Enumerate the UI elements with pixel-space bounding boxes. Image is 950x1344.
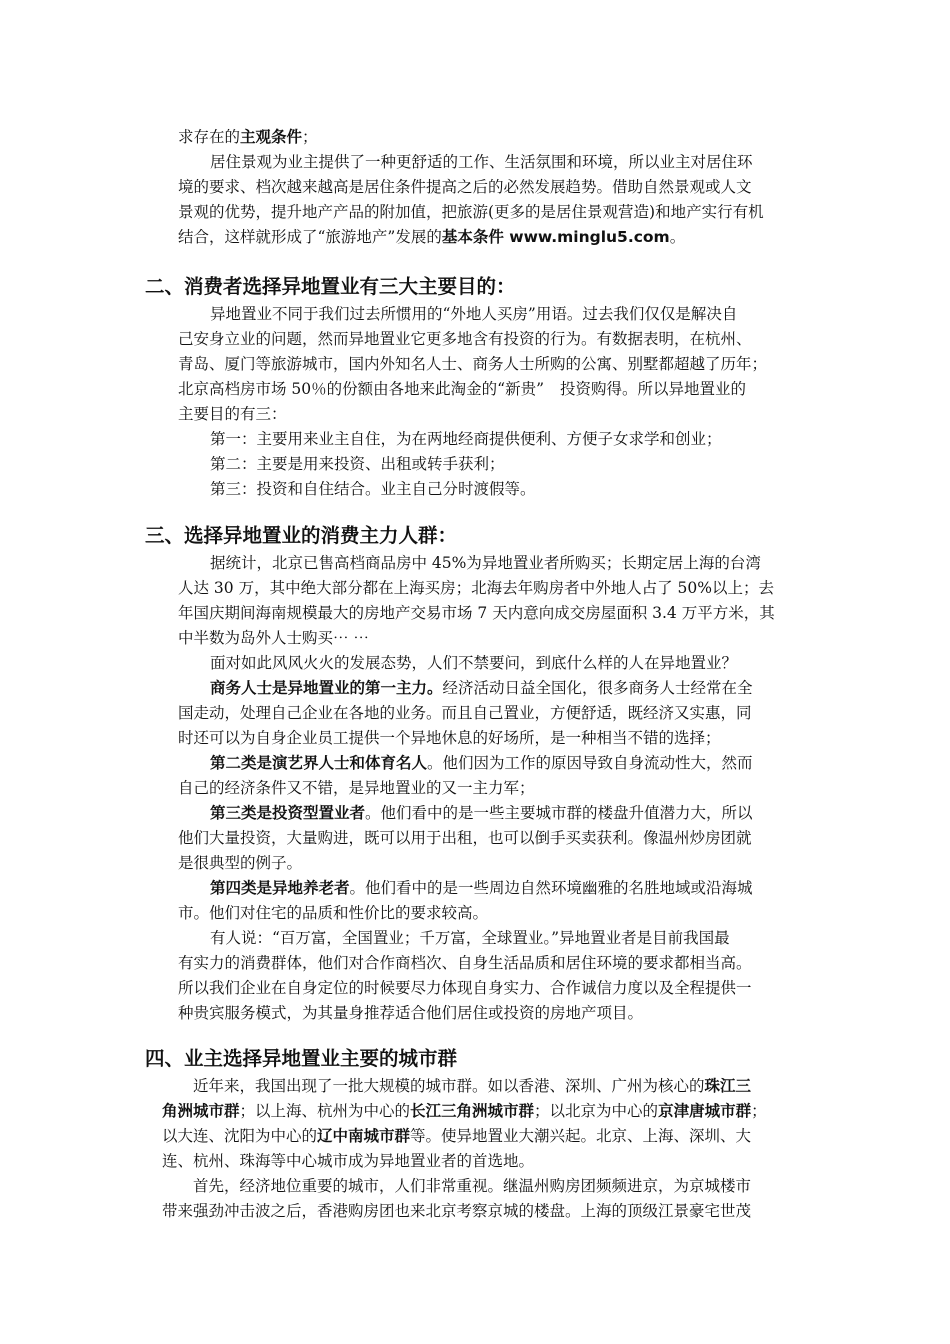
paragraph-line: 人达 30 万，其中绝大部分都在上海买房；北海去年购房者中外地人占了 50%以上；去 [178, 579, 774, 597]
paragraph-line: 景观的优势，提升地产产品的附加值，把旅游(更多的是居住景观营造)和地产实行有机 [178, 203, 764, 221]
paragraph-line: 国走动，处理自己企业在各地的业务。而且自己置业，方便舒适，既经济又实惠，同 [178, 704, 752, 722]
paragraph-line: 己安身立业的问题，然而异地置业它更多地含有投资的行为。有数据表明，在杭州、 [178, 330, 752, 348]
paragraph-line: 是很典型的例子。 [178, 854, 303, 872]
paragraph-line: 有人说：“百万富，全国置业；千万富，全球置业。”异地置业者是目前我国最 [210, 929, 730, 947]
bold-term: 商务人士是异地置业的第一主力。 [210, 679, 443, 697]
bold-term: 主观条件 [240, 128, 303, 146]
paragraph-line: 中半数为岛外人士购买⋯ ⋯ [178, 629, 369, 647]
bold-term: 辽中南城市群 [317, 1127, 411, 1145]
bold-term: 珠江三 [704, 1077, 752, 1095]
paragraph-line: 第二类是演艺界人士和体育名人。他们因为工作的原因导致自身流动性大，然而 [210, 754, 753, 772]
paragraph-line: 连、杭州、珠海等中心城市成为异地置业者的首选地。 [162, 1152, 535, 1170]
bold-term: 第四类是异地养老者 [210, 879, 350, 897]
paragraph-line: 异地置业不同于我们过去所惯用的“外地人买房”用语。过去我们仅仅是解决自 [210, 305, 738, 323]
list-item: 第三：投资和自住结合。业主自己分时渡假等。 [210, 480, 536, 498]
paragraph-line: 首先，经济地位重要的城市，人们非常重视。继温州购房团频频进京，为京城楼市 [193, 1177, 752, 1195]
list-item: 第一：主要用来业主自住，为在两地经商提供便利、方便子女求学和创业； [210, 430, 722, 448]
list-item: 第二：主要是用来投资、出租或转手获利； [210, 455, 505, 473]
section-heading-2: 二、消费者选择异地置业有三大主要目的： [145, 275, 516, 298]
section-heading-3: 三、选择异地置业的消费主力人群： [145, 524, 458, 547]
paragraph-line: 北京高档房市场 50％的份额由各地来此淘金的“新贵” 投资购得。所以异地置业的 [178, 380, 747, 398]
paragraph-line: 有实力的消费群体，他们对合作商档次、自身生活品质和居住环境的要求都相当高。 [178, 954, 752, 972]
paragraph-line: 面对如此风风火火的发展态势，人们不禁要问，到底什么样的人在异地置业？ [210, 654, 738, 672]
paragraph-line: 角洲城市群；以上海、杭州为中心的长江三角洲城市群；以北京为中心的京津唐城市群； [162, 1102, 767, 1120]
paragraph-line: 年国庆期间海南规模最大的房地产交易市场 7 天内意向成交房屋面积 3.4 万平方米，其 [178, 604, 775, 622]
paragraph-line: 据统计，北京已售高档商品房中 45%为异地置业者所购买；长期定居上海的台湾 [210, 554, 761, 572]
paragraph-line: 青岛、厦门等旅游城市，国内外知名人士、商务人士所购的公寓、别墅都超越了历年； [178, 355, 768, 373]
paragraph-line: 以大连、沈阳为中心的辽中南城市群等。使异地置业大潮兴起。北京、上海、深圳、大 [162, 1127, 752, 1145]
paragraph-line: 他们大量投资，大量购进，既可以用于出租，也可以倒手买卖获利。像温州炒房团就 [178, 829, 752, 847]
paragraph-line: 所以我们企业在自身定位的时候要尽力体现自身实力、合作诚信力度以及全程提供一 [178, 979, 752, 997]
bold-term: 第三类是投资型置业者 [210, 804, 366, 822]
bold-term-url: 基本条件 www.minglu5.com [441, 228, 670, 246]
bold-term: 角洲城市群 [162, 1102, 240, 1120]
paragraph-line: 第三类是投资型置业者。他们看中的是一些主要城市群的楼盘升值潜力大，所以 [210, 804, 753, 822]
paragraph-line: 种贵宾服务模式，为其量身推荐适合他们居住或投资的房地产项目。 [178, 1004, 644, 1022]
paragraph-line: 带来强劲冲击波之后，香港购房团也来北京考察京城的楼盘。上海的顶级江景豪宅世茂 [162, 1202, 752, 1220]
section-heading-4: 四、业主选择异地置业主要的城市群 [145, 1047, 458, 1070]
paragraph-line: 商务人士是异地置业的第一主力。经济活动日益全国化，很多商务人士经常在全 [210, 679, 753, 697]
paragraph-line: 结合，这样就形成了“旅游地产”发展的基本条件 www.minglu5.com。 [178, 228, 686, 246]
paragraph-line: 时还可以为自身企业员工提供一个异地休息的好场所，是一种相当不错的选择； [178, 729, 721, 747]
bold-term: 长江三角洲城市群 [410, 1102, 535, 1120]
bold-term: 京津唐城市群 [658, 1102, 752, 1120]
paragraph-line: 市。他们对住宅的品质和性价比的要求较高。 [178, 904, 489, 922]
paragraph-line: 境的要求、档次越来越高是居住条件提高之后的必然发展趋势。借助自然景观或人文 [178, 178, 752, 196]
paragraph-line: 求存在的主观条件； [178, 128, 318, 146]
paragraph-line: 主要目的有三： [178, 405, 287, 423]
bold-term: 第二类是演艺界人士和体育名人 [210, 754, 428, 772]
paragraph-line: 自己的经济条件又不错，是异地置业的又一主力军； [178, 779, 535, 797]
paragraph-line: 居住景观为业主提供了一种更舒适的工作、生活氛围和环境，所以业主对居住环 [210, 153, 753, 171]
paragraph-line: 近年来，我国出现了一批大规模的城市群。如以香港、深圳、广州为核心的珠江三 [193, 1077, 752, 1095]
paragraph-line: 第四类是异地养老者。他们看中的是一些周边自然环境幽雅的名胜地域或沿海城 [210, 879, 753, 897]
